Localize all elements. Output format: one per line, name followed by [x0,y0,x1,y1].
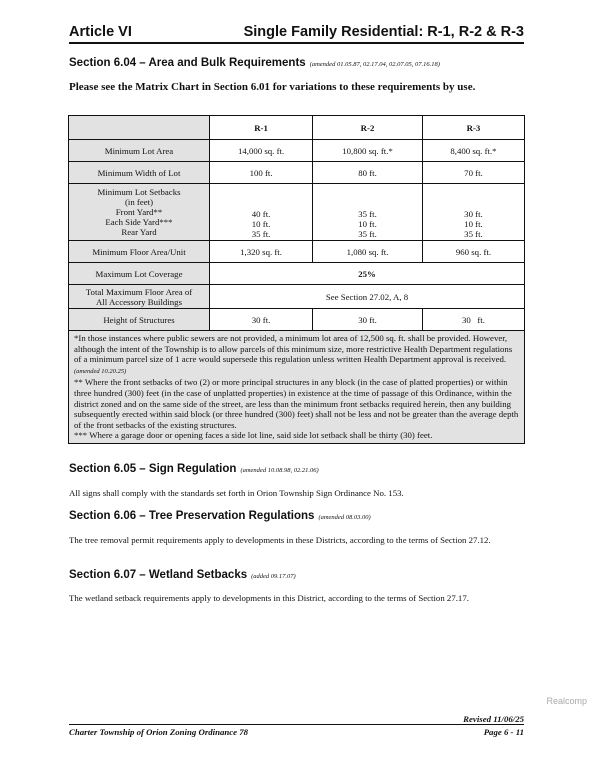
cell: 14,000 sq. ft. [210,140,313,162]
page-footer [69,724,524,737]
row-label: Height of Structures [69,309,210,331]
section-6-04-title: Section 6.04 – Area and Bulk Requirements (amended 01.05.87, 02.17.04, 02.07.05, 07.16.18) [69,57,440,69]
header-r2: R-2 [313,116,423,140]
table-row [69,184,525,241]
cell: 80 ft. [313,162,423,184]
header-r1: R-1 [210,116,313,140]
section-6-06-text: The tree removal permit requirements apply to developments in these Districts, according to the terms of Section 27.12. [69,535,491,545]
revised-date: Revised 11/06/25 [463,714,524,724]
cell: 30 ft. [313,309,423,331]
footnote-row [69,331,525,444]
article-label: Article VI [69,24,132,40]
table-row [69,309,525,331]
section-6-05-text: All signs shall comply with the standards set forth in Orion Township Sign Ordinance No. 153. [69,488,404,498]
header-blank-cell [69,116,210,140]
row-label: Minimum Lot Area [69,140,210,162]
matrix-note: Please see the Matrix Chart in Section 6.01 for variations to these requirements by use. [69,81,476,93]
section-6-07-text: The wetland setback requirements apply to developments in this District, according to the terms of Section 27.17. [69,593,469,603]
cell: 35 ft. 10 ft. 35 ft. [313,184,423,241]
section-6-06-amended: (amended 08.03.00) [318,514,371,521]
section-6-06-title: Section 6.06 – Tree Preservation Regulations (amended 08.03.00) [69,510,371,522]
table-row [69,162,525,184]
cell: 1,320 sq. ft. [210,241,313,263]
table-row [69,263,525,285]
section-6-05-title: Section 6.05 – Sign Regulation (amended 10.08.98, 02.21.06) [69,463,319,475]
page-header [69,16,524,44]
cell: 40 ft. 10 ft. 35 ft. [210,184,313,241]
section-6-07-title: Section 6.07 – Wetland Setbacks (added 09.17.07) [69,569,296,581]
section-6-05-amended: (amended 10.08.98, 02.21.06) [240,467,319,474]
realcomp-watermark: Realcomp [546,696,587,706]
area-bulk-table [68,115,525,444]
row-label: Maximum Lot Coverage [69,263,210,285]
row-label: Minimum Width of Lot [69,162,210,184]
table-row [69,140,525,162]
cell: 10,800 sq. ft.* [313,140,423,162]
cell: 30 ft. [422,309,524,331]
cell: 100 ft. [210,162,313,184]
cell: 30 ft. 10 ft. 35 ft. [422,184,524,241]
page-number: Page 6 - 11 [483,727,524,737]
cell: 1,080 sq. ft. [313,241,423,263]
table-header-row [69,116,525,140]
cell: 8,400 sq. ft.* [422,140,524,162]
article-title: Single Family Residential: R-1, R-2 & R-3 [243,24,524,40]
cell: See Section 27.02, A, 8 [210,285,525,309]
row-label: Minimum Floor Area/Unit [69,241,210,263]
footnotes [69,331,525,444]
row-label: Total Maximum Floor Area of All Accessory Buildings [69,285,210,309]
ordinance-name: Charter Township of Orion Zoning Ordinance 78 [69,727,249,737]
table-row [69,241,525,263]
cell: 30 ft. [210,309,313,331]
footnote-1-amended: (amended 10.20.25) [74,367,127,375]
section-6-04-amended: (amended 01.05.87, 02.17.04, 02.07.05, 07.16.18) [309,61,440,68]
cell: 960 sq. ft. [422,241,524,263]
cell: 25% [210,263,525,285]
footnote-1: *In those instances where public sewers are not provided, a minimum lot area of 12,500 sq. ft. shall be provided. However, although the intent of the Township is to allow parcels of this minimum size, more restrictive Health Department regulations of a minimum parcel size of 1 acre would supersede this regulation unless written Health Department approval is received. (amended 10.20.25) [74,333,513,375]
cell: 70 ft. [422,162,524,184]
header-r3: R-3 [422,116,524,140]
footnote-2: ** Where the front setbacks of two (2) or more principal structures in any block (in the case of platted properties) or within three hundred (300) feet (in the case of unplatted properties) in existence at the time of passage of this Ordinance, within the district zoned and on the same side of the street, are less than the minimum front setbacks required herein, then any building subsequently erected within said block (or three hundred (300) feet) shall not be less and not be greater than the average depth of the front setbacks of the existing structures. [74,377,519,430]
footnote-3: *** Where a garage door or opening faces a side lot line, said side lot setback shall be thirty (30) feet. [74,430,433,441]
section-6-07-amended: (added 09.17.07) [251,573,296,580]
table-row [69,285,525,309]
row-label: Minimum Lot Setbacks (in feet) Front Yard** Each Side Yard*** Rear Yard [69,184,210,241]
